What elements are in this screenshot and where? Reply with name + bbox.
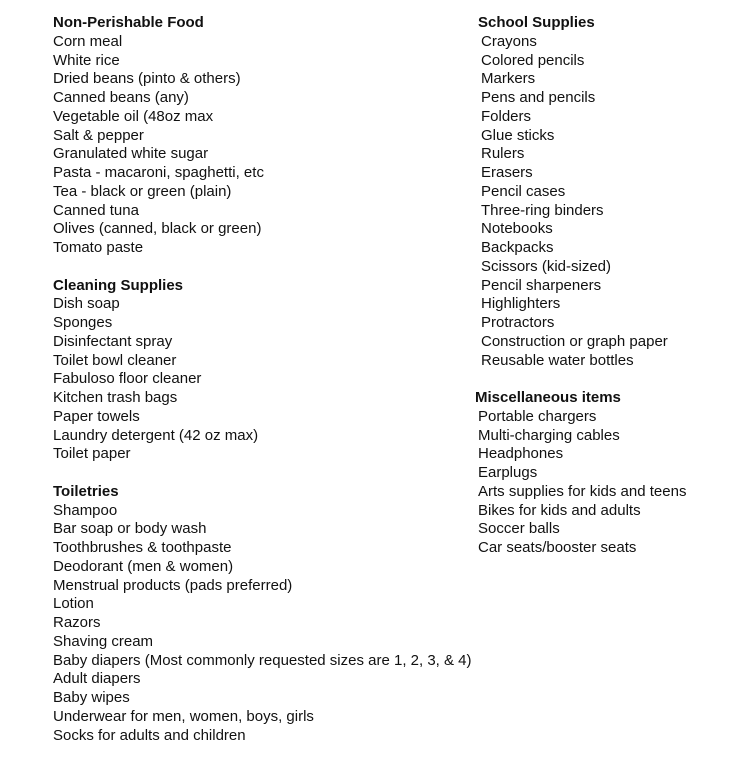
list-item: Socks for adults and children: [53, 726, 246, 744]
list-item: Sponges: [53, 314, 113, 332]
section-heading: Cleaning Supplies: [53, 276, 184, 294]
list-item: Baby wipes: [53, 689, 130, 707]
list-item: Olives (canned, black or green): [53, 220, 262, 238]
list-item: Headphones: [478, 445, 564, 463]
list-item: Toilet paper: [53, 445, 131, 463]
list-item: Backpacks: [481, 239, 554, 256]
list-item: Fabuloso floor cleaner: [53, 370, 202, 388]
list-item: Pencil cases: [481, 182, 566, 200]
list-item: Underwear for men, women, boys, girls: [53, 707, 314, 725]
toiletries-section: [53, 483, 472, 746]
right-column: [477, 14, 686, 577]
list-item: Toothbrushes & toothpaste: [53, 539, 232, 557]
list-item: Arts supplies for kids and teens: [478, 482, 687, 500]
list-item: Toilet bowl cleaner: [53, 351, 177, 369]
list-item: Disinfectant spray: [53, 332, 173, 350]
list-item: Protractors: [481, 314, 555, 331]
list-item: Kitchen trash bags: [53, 389, 178, 407]
list-item: Dish soap: [53, 295, 120, 313]
list-item: Pencil sharpeners: [481, 276, 602, 294]
item-list: [53, 295, 472, 464]
section-heading: Miscellaneous items: [475, 389, 621, 407]
list-item: Scissors (kid-sized): [481, 257, 612, 275]
list-item: Highlighters: [481, 295, 561, 313]
list-item: Shampoo: [53, 501, 118, 519]
list-item: Corn meal: [53, 32, 123, 50]
list-item: Granulated white sugar: [53, 145, 209, 163]
list-item: Car seats/booster seats: [478, 539, 637, 557]
item-list: [475, 408, 686, 558]
list-item: Canned beans (any): [53, 89, 189, 106]
list-item: Tomato paste: [53, 239, 144, 256]
non-perishable-food-section: [53, 14, 472, 258]
list-item: Markers: [481, 70, 536, 88]
list-item: Notebooks: [481, 220, 553, 238]
list-item: Menstrual products (pads preferred): [53, 576, 293, 594]
list-item: Erasers: [481, 164, 533, 181]
list-item: Earplugs: [478, 464, 538, 482]
list-item: Paper towels: [53, 407, 140, 425]
left-column: [53, 14, 472, 764]
section-heading: Toiletries: [53, 482, 119, 500]
list-item: Rulers: [481, 145, 525, 163]
list-item: Tea - black or green (plain): [53, 182, 232, 200]
section-heading: Non-Perishable Food: [53, 14, 204, 31]
list-item: Pens and pencils: [481, 89, 596, 106]
list-item: Bar soap or body wash: [53, 520, 207, 538]
list-item: Laundry detergent (42 oz max): [53, 426, 259, 444]
list-item: Glue sticks: [481, 126, 555, 144]
list-item: Reusable water bottles: [481, 351, 634, 369]
list-item: Crayons: [481, 32, 537, 50]
item-list: [53, 33, 472, 258]
list-item: Three-ring binders: [481, 201, 604, 219]
list-item: Razors: [53, 614, 101, 632]
list-item: Vegetable oil (48oz max: [53, 107, 214, 125]
list-item: Dried beans (pinto & others): [53, 70, 241, 88]
item-list: [478, 33, 686, 371]
list-item: White rice: [53, 51, 120, 69]
list-item: Lotion: [53, 595, 94, 613]
list-item: Portable chargers: [478, 407, 597, 425]
section-heading: School Supplies: [478, 14, 595, 31]
list-item: Pasta - macaroni, spaghetti, etc: [53, 164, 264, 181]
school-supplies-section: [477, 14, 686, 370]
list-item: Canned tuna: [53, 201, 139, 219]
list-item: Construction or graph paper: [481, 332, 668, 350]
list-item: Adult diapers: [53, 670, 141, 688]
miscellaneous-items-section: [475, 389, 686, 558]
cleaning-supplies-section: [53, 277, 472, 465]
list-item: Bikes for kids and adults: [478, 501, 641, 519]
list-item: Folders: [481, 107, 532, 125]
list-item: Baby diapers (Most commonly requested sizes are 1, 2, 3, & 4): [53, 651, 472, 669]
item-list: [53, 502, 472, 746]
list-item: Salt & pepper: [53, 126, 144, 144]
list-item: Shaving cream: [53, 632, 154, 650]
list-item: Colored pencils: [481, 51, 585, 69]
list-item: Deodorant (men & women): [53, 557, 234, 575]
list-item: Multi-charging cables: [478, 426, 620, 444]
list-item: Soccer balls: [478, 520, 560, 538]
